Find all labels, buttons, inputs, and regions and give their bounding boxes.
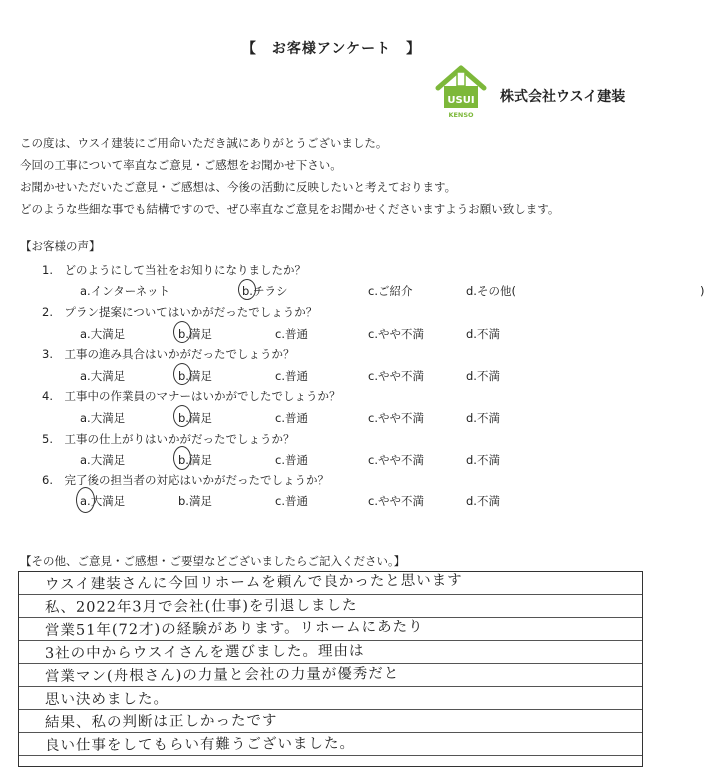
q2-option-d[interactable]: d.不満	[466, 327, 500, 341]
q4-option-b[interactable]: b.満足	[178, 411, 212, 425]
q1-option-c[interactable]: c.ご紹介	[368, 284, 413, 298]
q1-selection-circle	[238, 279, 256, 300]
company-logo	[436, 64, 486, 120]
comment-box[interactable]	[18, 571, 643, 767]
q4-option-a[interactable]: a.大満足	[80, 411, 126, 425]
question-2: 2. プラン提案についてはいかがだったでしょうか？	[42, 305, 318, 319]
q6-option-d[interactable]: d.不満	[466, 494, 500, 508]
q5-option-d[interactable]: d.不満	[466, 453, 500, 467]
company-name: 株式会社ウスイ建装	[500, 89, 626, 105]
intro-line: お聞かせいただいたご意見・ご感想は、今後の活動に反映したいと考えております。	[20, 180, 457, 194]
q3-option-c2[interactable]: c.やや不満	[368, 369, 424, 383]
comment-line-6: 思い決めました。	[44, 691, 170, 708]
q6-selection-circle	[76, 487, 95, 513]
q1-option-a[interactable]: a.インターネット	[80, 284, 171, 298]
q4-option-c[interactable]: c.普通	[275, 411, 308, 425]
q5-option-a[interactable]: a.大満足	[80, 453, 126, 467]
q4-option-c2[interactable]: c.やや不満	[368, 411, 424, 425]
question-3: 3. 工事の進み具合はいかがだったでしょうか？	[42, 347, 295, 361]
comment-line-8: 良い仕事をしてもらい有難うございました。	[44, 735, 356, 754]
q2-selection-circle	[173, 321, 191, 343]
rule-line	[19, 755, 642, 756]
comment-line-7: 結果、私の判断は正しかったです	[44, 712, 278, 731]
q1-option-d[interactable]: d.その他( )	[466, 284, 704, 298]
voice-heading: 【お客様の声】	[20, 239, 101, 253]
q4-option-d[interactable]: d.不満	[466, 411, 500, 425]
question-5: 5. 工事の仕上がりはいかがだったでしょうか？	[42, 432, 295, 446]
intro-line: 今回の工事について率直なご意見・ご感想をお聞かせ下さい。	[20, 158, 342, 172]
q5-option-c2[interactable]: c.やや不満	[368, 453, 424, 467]
q5-option-b[interactable]: b.満足	[178, 453, 212, 467]
comment-line-1: ウスイ建装さんに今回リホームを頼んで良かったと思います	[44, 572, 463, 593]
q3-option-c[interactable]: c.普通	[275, 369, 308, 383]
q2-option-a[interactable]: a.大満足	[80, 327, 126, 341]
question-1: 1. どのようにして当社をお知りになりましたか？	[42, 263, 306, 277]
comment-line-3: 営業51年(72才)の経験があります。リホームにあたり	[44, 619, 424, 639]
q3-selection-circle	[173, 363, 191, 385]
q2-option-b[interactable]: b.満足	[178, 327, 212, 341]
q1-option-b[interactable]: b.チラシ	[242, 284, 288, 298]
q2-option-c2[interactable]: c.やや不満	[368, 327, 424, 341]
q2-option-c[interactable]: c.普通	[275, 327, 308, 341]
logo-subtext: KENSO	[448, 111, 474, 119]
intro-text	[20, 132, 559, 220]
q4-selection-circle	[173, 405, 191, 427]
q6-option-c[interactable]: c.普通	[275, 494, 308, 508]
q5-selection-circle	[173, 446, 191, 470]
other-heading: 【その他、ご意見・ご感想・ご要望などございましたらご記入ください。】	[20, 554, 406, 568]
page-title: 【 お客様アンケート 】	[241, 41, 422, 57]
intro-line: この度は、ウスイ建装にご用命いただき誠にありがとうございました。	[20, 136, 388, 150]
q6-option-b[interactable]: b.満足	[178, 494, 212, 508]
comment-line-2: 私、2022年3月で会社(仕事)を引退しました	[44, 597, 358, 616]
question-4: 4. 工事中の作業員のマナーはいかがでしたでしょうか？	[42, 389, 341, 403]
comment-line-4: 3社の中からウスイさんを選びました。理由は	[44, 643, 365, 662]
intro-line: どのような些細な事でも結構ですので、ぜひ率直なご意見をお聞かせくださいますようお願い致します。	[20, 202, 560, 216]
q6-option-c2[interactable]: c.やや不満	[368, 494, 424, 508]
question-6: 6. 完了後の担当者の対応はいかがだったでしょうか？	[42, 473, 329, 487]
q3-option-a[interactable]: a.大満足	[80, 369, 126, 383]
logo-text: USUI	[447, 95, 475, 106]
q6-option-a[interactable]: a.大満足	[80, 494, 126, 508]
q5-option-c[interactable]: c.普通	[275, 453, 308, 467]
q3-option-d[interactable]: d.不満	[466, 369, 500, 383]
q3-option-b[interactable]: b.満足	[178, 369, 212, 383]
comment-line-5: 営業マン(舟根さん)の力量と会社の力量が優秀だと	[44, 665, 400, 685]
